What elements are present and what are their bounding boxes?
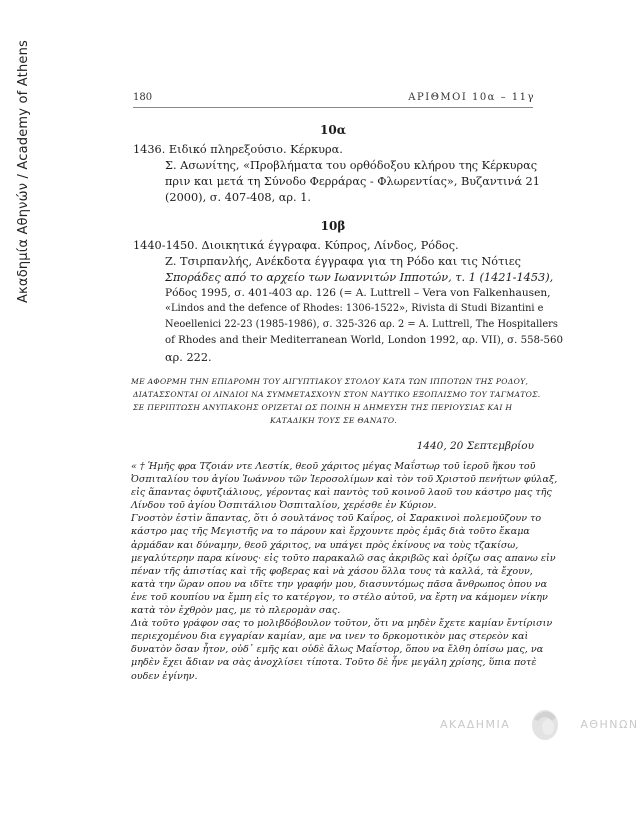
- ref-10b-1: Ζ. Τσιρπανλής, Ανέκδοτα έγγραφα για τη Ρόδο και τις Νότιες: [165, 255, 521, 268]
- ref-10b-7: αρ. 222.: [165, 351, 212, 364]
- running-title: ΑΡΙΘΜΟΙ 10α – 11γ: [408, 92, 535, 103]
- entry-10a: 1436. Ειδικό πληρεξούσιο. Κέρκυρα.: [133, 143, 343, 156]
- ref-10b-4: «Lindos and the defence of Rhodes: 1306-1522», Rivista di Studi Bizantini e: [165, 303, 544, 314]
- watermark-left: ΑΚΑΔΗΜΙΑ: [440, 717, 511, 731]
- doc-line: δυνατὸν ὅσαν ἦτον, οὐδ᾽ εμῆς και οὐδὲ ἄλως Μαΐστορ, ὅπου να ἔλθη ὀπίσω μας, να: [131, 644, 544, 656]
- document-date: 1440, 20 Σεπτεμβρίου: [416, 440, 534, 452]
- academy-watermark: [440, 705, 639, 743]
- doc-line: « † Ἡμῆς φρα Τζοιάν ντε Λεστίκ, θεοῦ χάριτος μέγας Μαΐστωρ τοῦ ἱεροῦ ἥκου τοῦ: [131, 461, 536, 472]
- doc-line: Διὰ τοῦτο γράφον σας το μολιβδόβουλον τοῦτον, ὅτι να μηδὲν ἔχετε καμίαν ἔντίρισιν: [131, 618, 553, 630]
- watermark-right: ΑΘΗΝΩΝ: [580, 717, 639, 731]
- doc-line: ἐνε τοῦ κουπίου να ἔμπη εἰς το κατέργον, το στέλο αὐτοῦ, να ἔρτη να κάμομεν νίκην: [131, 591, 548, 603]
- header-rule: [133, 107, 533, 108]
- doc-line: περιεχομένου δια εγγαρίαν καμίαν, αμε να ινεν το δρκομοτικὸν μας στερεὸν καὶ: [131, 631, 529, 643]
- doc-line: μηδὲν ἔχει ἄδιαν να σὰς ἀνοχλίσει τίποτα. Τοῦτο δὲ ἦνε μεγάλη χρίσης, ὕπια ποτὲ: [131, 657, 537, 669]
- ref-10b-2: Σποράδες από το αρχείο των Ιωαννιτών Ιπποτών, τ. 1 (1421-1453),: [165, 271, 554, 284]
- doc-line: κατὰ τὸν ἐχθρὸν μας, με τὸ πλερομὰν σας.: [131, 605, 341, 617]
- ref-10b-3: Ρόδος 1995, σ. 401-403 αρ. 126 (= A. Luttrell – Vera von Falkenhausen,: [165, 287, 551, 299]
- ref-10b-6: of Rhodes and their Mediterranean World, London 1992, αρ. VII), σ. 558-560: [165, 335, 563, 346]
- section-heading-10b: 10β: [320, 219, 346, 233]
- summary-line-2: ΔΙΑΤΑΣΣΟΝΤΑΙ ΟΙ ΛΙΝΔΙΟΙ ΝΑ ΣΥΜΜΕΤΑΣΧΟΥΝ ΣΤΟΝ ΝΑΥΤΙΚΟ ΕΞΟΠΛΙΣΜΟ ΤΟΥ ΤΑΓΜΑΤΟΣ.: [133, 390, 541, 399]
- doc-line: κάστρο μας τῆς Μεγιστῆς να το πάρουν καὶ ἔρχουντε πρὸς ἐμᾶς διὰ τοῦτο ἔκαμα: [131, 526, 530, 538]
- doc-line: Γνοστὸν ἐστὶν ἅπαντας, ὅτι ὁ σουλτάνος τοῦ Καΐρος, οἱ Σαρακινοὶ πολεμοῦζουν το: [131, 513, 542, 525]
- doc-line: ἀρμάδαν και δύναμην, θεοῦ χάριτος, να υπάγει πρὸς ἐκίνους να τοὺς τζακίσω,: [131, 539, 519, 551]
- ref-10b-5: Neoellenici 22-23 (1985-1986), σ. 325-326 αρ. 2 = A. Luttrell, The Hospitallers: [165, 319, 558, 330]
- doc-line: εἰς ἅπαντας ὀφυτζιάλιους, γέροντας καὶ παντὸς τοῦ κοινοῦ λαοῦ του κάστρο μας τῆς: [131, 487, 552, 499]
- summary-line-1: ΜΕ ΑΦΟΡΜΗ ΤΗΝ ΕΠΙΔΡΟΜΗ ΤΟΥ ΑΙΓΥΠΤΙΑΚΟΥ ΣΤΟΛΟΥ ΚΑΤΑ ΤΩΝ ΙΠΠΟΤΩΝ ΤΗΣ ΡΟΔΟΥ,: [131, 377, 529, 386]
- section-heading-10a: 10α: [320, 123, 346, 137]
- ref-10a-1: Σ. Ασωνίτης, «Προβλήματα του ορθόδοξου κλήρου της Κέρκυρας: [165, 159, 538, 172]
- sidebar-attribution: Ακαδημία Αθηνών / Academy of Athens: [16, 40, 31, 304]
- doc-line: πέναν τῆς ἀπιστίας καὶ τῆς φοβερας καὶ νὰ χάσου ὅλλα τους τὰ καλλά, τὰ ἔχουν,: [131, 565, 533, 577]
- ref-10a-3: (2000), σ. 407-408, αρ. 1.: [165, 191, 311, 204]
- summary-line-3: ΣΕ ΠΕΡΙΠΤΩΣΗ ΑΝΥΠΑΚΟΗΣ ΟΡΙΖΕΤΑΙ ΩΣ ΠΟΙΝΗ Η ΔΗΜΕΥΣΗ ΤΗΣ ΠΕΡΙΟΥΣΙΑΣ ΚΑΙ Η: [133, 403, 513, 412]
- ref-10a-2: πριν και μετά τη Σύνοδο Φερράρας - Φλωρεντίας», Βυζαντινά 21: [165, 175, 540, 188]
- doc-line: ουδεν ἐγίνην.: [131, 670, 198, 682]
- document-text: [131, 460, 557, 683]
- summary-line-4: ΚΑΤΑΔΙΚΗ ΤΟΥΣ ΣΕ ΘΑΝΑΤΟ.: [270, 416, 398, 425]
- doc-line: Ὀσπιταλίου του ἁγίου Ἰωάννου τῶν Ἱεροσολίμων καὶ τὸν τοῦ Χριστοῦ πενήτων φύλαξ,: [131, 474, 558, 486]
- entry-10b: 1440-1450. Διοικητικά έγγραφα. Κύπρος, Λίνδος, Ρόδος.: [133, 239, 459, 252]
- doc-line: μεγαλύτερην παρα κίνους· εἰς τοῦτο παρακαλῶ σας ἀκριβῶς καὶ ὁρίζω σας απανω εἰν: [131, 552, 556, 564]
- doc-line: Λίνδου τοῦ ἁγίου Ὀσπιτάλιου Ὀσπιταλίου, χερέσθε ἐν Κύριον.: [131, 500, 437, 512]
- doc-line: κατὰ την ὥραν οπου να ιδῖτε την γραφήν μου, διασυντόμως πᾶσα ἄνθρωπος ὁπου να: [131, 578, 548, 590]
- athena-head-icon: [528, 705, 562, 743]
- page-number: 180: [133, 92, 153, 103]
